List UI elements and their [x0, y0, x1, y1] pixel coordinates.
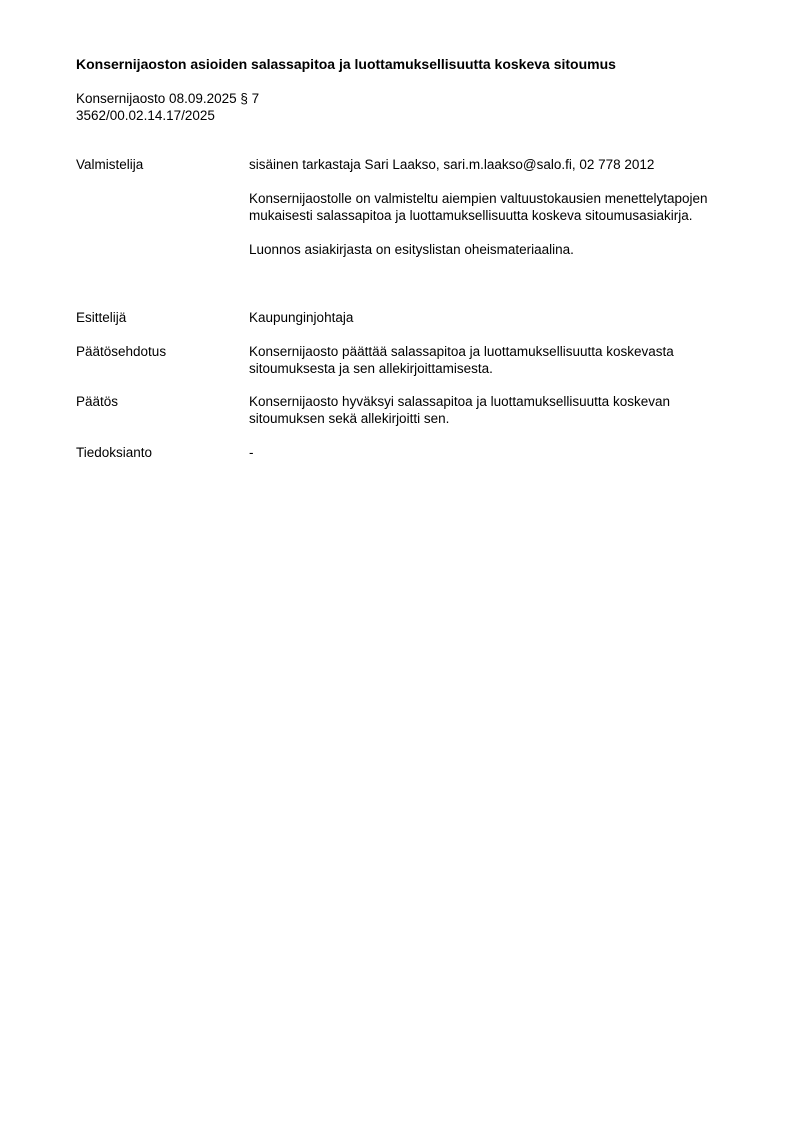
section-label-tiedoksianto: Tiedoksianto	[76, 445, 153, 460]
meeting-line: Konsernijaosto 08.09.2025 § 7	[76, 91, 260, 106]
section-content-tiedoksianto: -	[249, 445, 254, 460]
preparer-paragraph: Konsernijaostolle on valmisteltu aiempien valtuustokausien menettelytapojen mukaisesti salassapitoa ja luottamuksellisuutta koskeva sitoumusasiakirja.	[249, 191, 708, 223]
section-label-paatosehdotus: Päätösehdotus	[76, 344, 167, 359]
section-content-valmistelija	[249, 156, 736, 258]
document-title: Konsernijaoston asioiden salassapitoa ja luottamuksellisuutta koskeva sitoumus	[76, 56, 616, 72]
document-meta	[76, 90, 259, 124]
section-label-esittelija: Esittelijä	[76, 310, 127, 325]
record-number: 3562/00.02.14.17/2025	[76, 108, 215, 123]
section-content-esittelija: Kaupunginjohtaja	[249, 310, 354, 325]
preparer-contact: sisäinen tarkastaja Sari Laakso, sari.m.laakso@salo.fi, 02 778 2012	[249, 157, 655, 172]
section-label-valmistelija: Valmistelija	[76, 157, 144, 172]
section-label-paatos: Päätös	[76, 394, 119, 409]
section-content-paatosehdotus: Konsernijaosto päättää salassapitoa ja luottamuksellisuutta koskevasta sitoumuksesta ja sen allekirjoittamisesta.	[249, 344, 674, 376]
section-content-paatos: Konsernijaosto hyväksyi salassapitoa ja luottamuksellisuutta koskevan sitoumuksen sekä allekirjoitti sen.	[249, 394, 670, 426]
preparer-paragraph: Luonnos asiakirjasta on esityslistan oheismateriaalina.	[249, 242, 574, 257]
